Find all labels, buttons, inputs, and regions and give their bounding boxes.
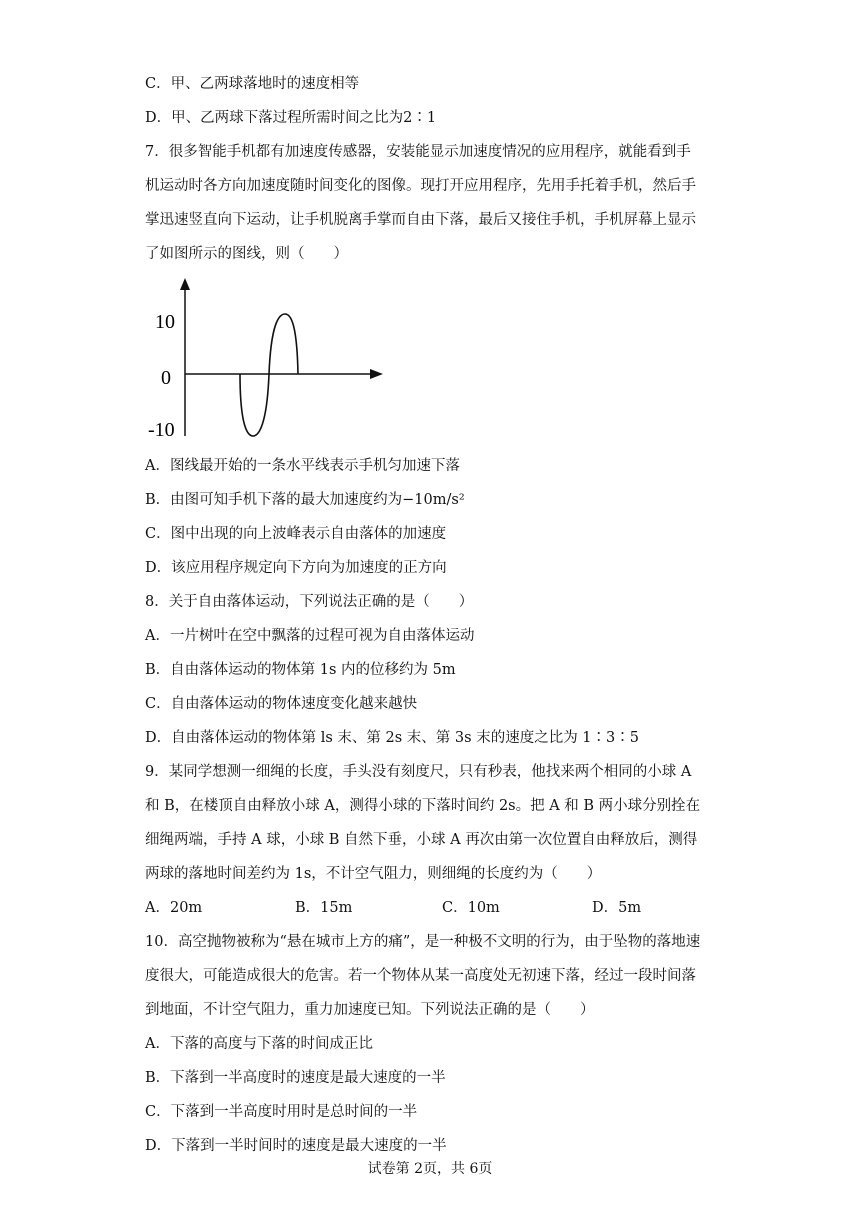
q6-option-c: C．甲、乙两球落地时的速度相等 <box>145 76 360 92</box>
q9-option-c: C．10m <box>442 900 500 916</box>
q9-option-a: A．20m <box>145 900 203 916</box>
q7-stem-line-1: 7．很多智能手机都有加速度传感器，安装能显示加速度情况的应用程序，就能看到手 <box>145 144 691 160</box>
q10-stem-line-2: 度很大，可能造成很大的危害。若一个物体从某一高度处无初速下落，经过一段时间落 <box>145 968 696 984</box>
q7-option-c: C．图中出现的向上波峰表示自由落体的加速度 <box>145 526 447 542</box>
q9-stem-line-1: 9．某同学想测一细绳的长度，手头没有刻度尺，只有秒表，他找来两个相同的小球 A <box>145 764 692 780</box>
acceleration-graph <box>145 276 390 441</box>
q7-option-d: D．该应用程序规定向下方向为加速度的正方向 <box>145 560 447 576</box>
q9-stem-line-4: 两球的落地时间差约为 1s，不计空气阻力，则细绳的长度约为（ ） <box>145 866 602 882</box>
q7-option-b: B．由图可知手机下落的最大加速度约为−10m/s² <box>145 492 465 508</box>
q8-option-d: D．自由落体运动的物体第 ls 末、第 2s 末、第 3s 末的速度之比为 1∶3∶5 <box>145 730 639 746</box>
q7-option-a: A．图线最开始的一条水平线表示手机匀加速下落 <box>145 458 460 474</box>
q9-option-b: B．15m <box>295 900 353 916</box>
q10-stem-line-1: 10．高空抛物被称为“悬在城市上方的痛”，是一种极不文明的行为，由于坠物的落地速 <box>145 934 701 950</box>
tick-label-10: 10 <box>155 311 175 333</box>
q7-stem-line-3: 掌迅速竖直向下运动，让手机脱离手掌而自由下落，最后又接住手机，手机屏幕上显示 <box>145 212 696 228</box>
tick-label-0: 0 <box>161 367 171 389</box>
q9-option-d: D．5m <box>592 900 642 916</box>
q10-option-c: C．下落到一半高度时用时是总时间的一半 <box>145 1104 418 1120</box>
q7-stem-line-4: 了如图所示的图线，则（ ） <box>145 246 348 262</box>
q6-option-d: D．甲、乙两球下落过程所需时间之比为2∶1 <box>145 110 437 126</box>
q8-stem: 8．关于自由落体运动，下列说法正确的是（ ） <box>145 594 474 610</box>
q10-option-a: A．下落的高度与下落的时间成正比 <box>145 1036 373 1052</box>
q9-stem-line-2: 和 B，在楼顶自由释放小球 A，测得小球的下落时间约 2s。把 A 和 B 两小球分别拴在 <box>145 798 701 814</box>
q7-stem-line-2: 机运动时各方向加速度随时间变化的图像。现打开应用程序，先用手托着手机，然后手 <box>145 178 696 194</box>
q10-option-b: B．下落到一半高度时的速度是最大速度的一半 <box>145 1070 446 1086</box>
q10-option-d: D．下落到一半时间时的速度是最大速度的一半 <box>145 1138 447 1154</box>
tick-label-neg10: -10 <box>148 419 175 441</box>
q8-option-b: B．自由落体运动的物体第 1s 内的位移约为 5m <box>145 662 456 678</box>
acceleration-curve <box>240 314 298 436</box>
q8-option-c: C．自由落体运动的物体速度变化越来越快 <box>145 696 418 712</box>
q8-option-a: A．一片树叶在空中飘落的过程可视为自由落体运动 <box>145 628 475 644</box>
x-axis-arrow-icon <box>370 369 383 379</box>
q9-stem-line-3: 细绳两端，手持 A 球，小球 B 自然下垂，小球 A 再次由第一次位置自由释放后，测得 <box>145 832 698 848</box>
q10-stem-line-3: 到地面，不计空气阻力，重力加速度已知。下列说法正确的是（ ） <box>145 1002 595 1018</box>
page-footer: 试卷第 2页，共 6页 <box>367 1161 493 1177</box>
y-axis-arrow-icon <box>180 278 190 290</box>
